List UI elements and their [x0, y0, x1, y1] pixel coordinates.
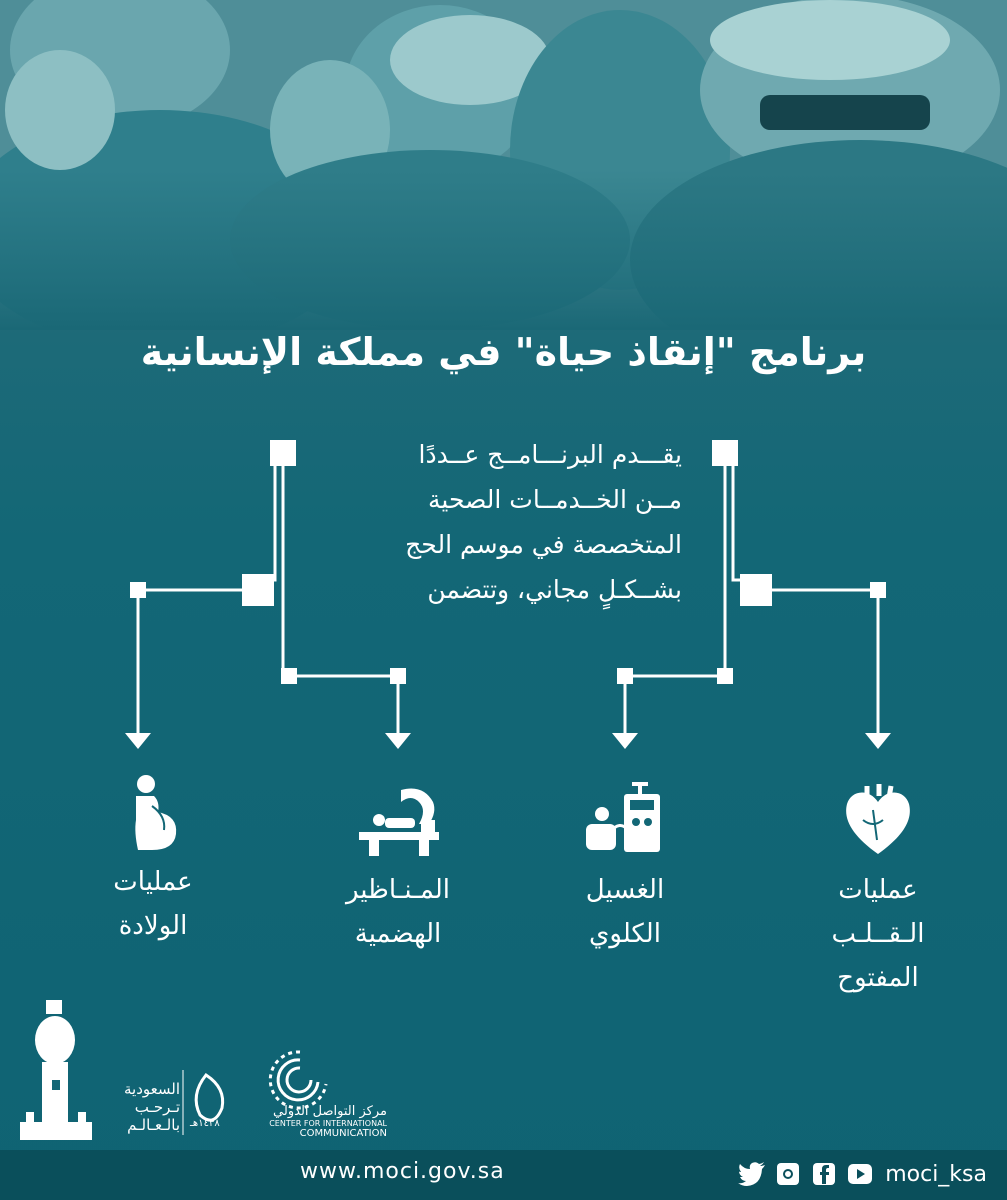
service-endoscopy [298, 780, 498, 956]
social-links [737, 1158, 987, 1190]
intro-line: مــن الخــدمــات الصحية [428, 485, 682, 514]
twitter-icon[interactable] [737, 1159, 767, 1189]
cic-text [262, 1104, 387, 1139]
welcome-year: ١٤٣٨هـ [190, 1118, 220, 1129]
service-label: الغسيل الكلوي [585, 875, 665, 949]
surgeons-illustration [0, 0, 1007, 330]
dialysis-machine-icon [580, 780, 670, 860]
service-childbirth [53, 772, 253, 948]
welcome-line: تـرحـب [134, 1098, 180, 1116]
hajj-tower-logo [20, 1000, 92, 1140]
endoscopy-icon [353, 780, 443, 860]
cic-english-2: COMMUNICATION [299, 1128, 387, 1139]
heart-icon [833, 780, 923, 860]
social-handle[interactable]: moci_ksa [885, 1161, 987, 1187]
intro-line: يقـــدم البرنـــامــج عــددًا [418, 440, 682, 469]
welcome-line: بالـعـالـم [127, 1116, 180, 1134]
page-title: برنامج "إنقاذ حياة" في مملكة الإنسانية [140, 330, 867, 374]
youtube-icon[interactable] [845, 1159, 875, 1189]
website-link[interactable]: www.moci.gov.sa [300, 1159, 505, 1184]
service-open-heart [778, 780, 978, 1000]
facebook-icon[interactable] [809, 1159, 839, 1189]
intro-text [330, 432, 682, 612]
intro-line: المتخصصة في موسم الحج [405, 530, 682, 559]
cic-arabic: مركز التواصل الدولي [273, 1104, 387, 1119]
service-dialysis [525, 780, 725, 956]
cic-english-1: CENTER FOR INTERNATIONAL [269, 1119, 387, 1128]
welcome-line: السعودية [123, 1080, 180, 1098]
instagram-icon[interactable] [773, 1159, 803, 1189]
service-label: المـنـاظير الهضمية [345, 875, 451, 949]
service-label: عمليات الـقــلـب المفتوح [831, 875, 925, 993]
cic-logo [270, 1052, 326, 1108]
pregnant-woman-icon [108, 772, 198, 852]
service-label: عمليات الولادة [113, 867, 193, 941]
intro-line: بشــكـلٍ مجاني، وتتضمن [427, 575, 682, 604]
welcome-text [118, 1080, 180, 1134]
